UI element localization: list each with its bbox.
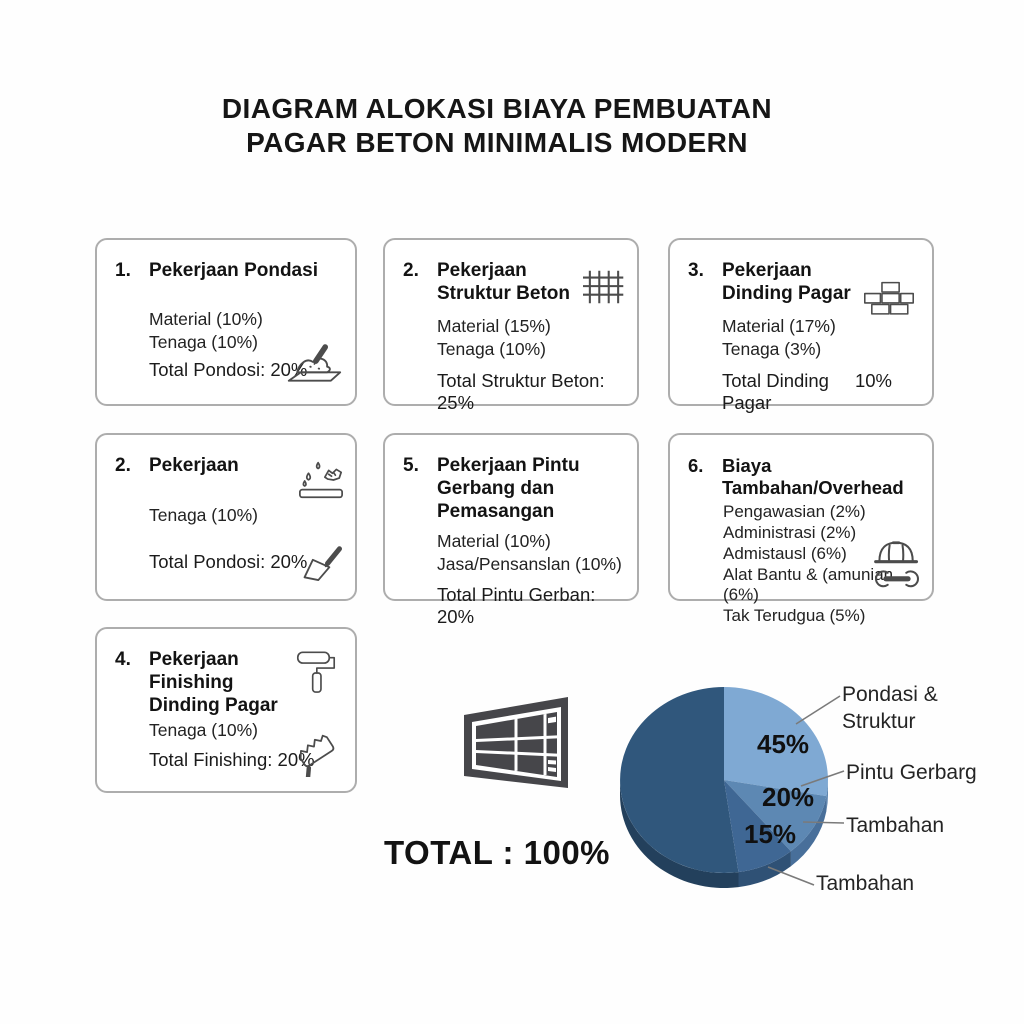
card-number: 3. — [688, 260, 704, 281]
card-pekerjaan-pondasi — [95, 238, 357, 406]
card-line: Tenaga (10%) — [437, 338, 546, 359]
pointing-trowel-icon — [299, 535, 345, 581]
pie-label-tambahan-2: Tambahan — [816, 872, 915, 895]
card-number: 4. — [115, 649, 131, 670]
card-pekerjaan-struktur-beton — [383, 238, 639, 413]
page-title-line1: DIAGRAM ALOKASI BIAYA PEMBUATAN — [221, 93, 773, 124]
hardhat-wrench-icon — [872, 537, 922, 591]
card-pekerjaan-2 — [95, 433, 357, 601]
card-line: Material (15%) — [437, 315, 551, 336]
trowel-mortar-icon — [285, 338, 343, 386]
card-line: Material (10%) — [437, 531, 551, 552]
card-line: Tenaga (10%) — [149, 504, 258, 525]
card-line: Material (17%) — [722, 315, 836, 336]
card-line: Tenaga (10%) — [149, 720, 258, 741]
pie-value-15: 15% — [744, 819, 797, 849]
card-line: Alat Bantu & (amunian (6%) — [723, 564, 894, 605]
paint-roller-icon — [295, 649, 337, 697]
card-line: Pengawasian (2%) — [723, 502, 866, 522]
page-title-line2: PAGAR BETON MINIMALIS MODERN — [246, 126, 748, 158]
card-line: Tenaga (10%) — [149, 331, 258, 352]
card-line: Tenaga (3%) — [722, 338, 822, 359]
card-line: Admistausl (6%) — [723, 543, 847, 563]
card-number: 5. — [403, 455, 419, 476]
concrete-gate-icon — [450, 684, 580, 804]
concrete-curing-icon — [297, 459, 345, 501]
card-title: Pekerjaan Dinding Pagar — [722, 260, 851, 304]
card-number: 2. — [403, 260, 419, 281]
card-title: Pekerjaan Pondasi — [149, 260, 318, 281]
card-total: Total Struktur Beton: 25% — [437, 369, 605, 413]
card-title: Pekerjaan Pintu Gerbang dan Pemasangan — [437, 455, 580, 522]
card-line: Jasa/Pensanslan (10%) — [437, 554, 622, 575]
card-number: 1. — [115, 260, 131, 281]
page-title — [0, 92, 994, 159]
pie-label-pondasi-struktur: Pondasi & Struktur — [842, 683, 938, 733]
rebar-grid-icon — [577, 266, 625, 308]
card-line: Administrasi (2%) — [723, 523, 857, 543]
grand-total-label: TOTAL : 100% — [383, 834, 611, 871]
pie-value-45: 45% — [757, 729, 810, 759]
card-total-value: 10% — [854, 369, 892, 391]
card-total: Total Pondosi: 20% — [149, 550, 308, 572]
pie-label-pintu-gerbang: Pintu Gerbarg — [846, 761, 977, 784]
card-biaya-tambahan-overhead — [668, 433, 934, 626]
card-total: Total Pintu Gerban: 20% — [437, 583, 596, 627]
card-title: Pekerjaan — [149, 455, 239, 476]
texture-roller-icon — [295, 731, 347, 777]
card-title: Pekerjaan Struktur Beton — [437, 260, 570, 304]
card-number: 6. — [688, 455, 704, 476]
card-total: Total Dinding Pagar — [722, 369, 829, 413]
card-line: Tak Terudgua (5%) — [723, 606, 866, 626]
pie-value-20: 20% — [762, 782, 815, 812]
card-pekerjaan-finishing — [95, 627, 357, 793]
card-total: Total Pondosi: 20% — [149, 358, 308, 380]
card-line: Material (10%) — [149, 308, 263, 329]
pie-label-tambahan-1: Tambahan — [846, 814, 945, 837]
card-total: Total Finishing: 20% — [149, 749, 315, 771]
card-pekerjaan-dinding-pagar — [668, 238, 934, 413]
card-number: 2. — [115, 455, 131, 476]
card-pekerjaan-pintu-gerbang — [383, 433, 639, 627]
card-title: Biaya Tambahan/Overhead — [722, 455, 904, 499]
brick-wall-icon — [864, 280, 914, 318]
card-title: Pekerjaan Finishing Dinding Pagar — [149, 649, 278, 716]
